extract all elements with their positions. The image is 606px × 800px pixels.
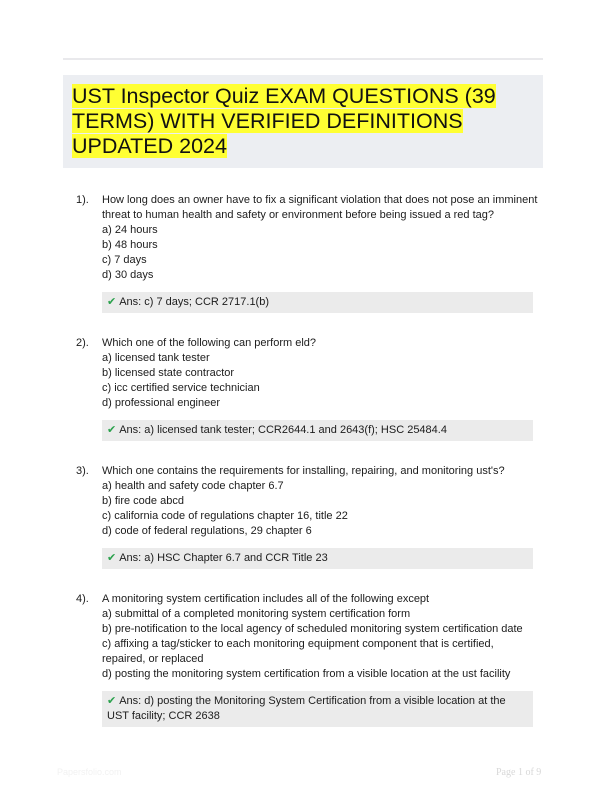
answer-text: Ans: d) posting the Monitoring System Certification from a visible location at the UST facility; CCR 2638 <box>107 695 506 722</box>
answer-box <box>102 292 533 313</box>
footer-watermark: Papersfolio.com <box>57 767 122 777</box>
option-c: c) california code of regulations chapter 16, title 22 <box>102 510 348 522</box>
option-a: a) submittal of a completed monitoring system certification form <box>102 608 411 620</box>
question-number: 3). <box>76 465 89 477</box>
answer-box <box>102 691 533 727</box>
top-divider <box>63 58 543 60</box>
question-number: 1). <box>76 194 89 206</box>
page-indicator: Page 1 of 9 <box>496 767 542 778</box>
document-title-text: UST Inspector Quiz EXAM QUESTIONS (39 TERMS) WITH VERIFIED DEFINITIONS UPDATED 2024 <box>72 84 496 158</box>
answer-box <box>102 420 533 441</box>
option-d: d) code of federal regulations, 29 chapter 6 <box>102 525 312 537</box>
option-b: b) licensed state contractor <box>102 367 235 379</box>
option-a: a) licensed tank tester <box>102 352 210 364</box>
question-text: Which one contains the requirements for installing, repairing, and monitoring ust's? <box>102 465 505 477</box>
option-d: d) 30 days <box>102 269 154 281</box>
checkmark-icon: ✔ <box>107 424 117 436</box>
checkmark-icon: ✔ <box>107 695 117 707</box>
checkmark-icon: ✔ <box>107 552 117 564</box>
option-b: b) fire code abcd <box>102 495 184 507</box>
question-text: Which one of the following can perform eld? <box>102 337 317 349</box>
checkmark-icon: ✔ <box>107 296 117 308</box>
option-a: a) 24 hours <box>102 224 158 236</box>
question-text: How long does an owner have to fix a significant violation that does not pose an imminent threat to human health and safety or environment before being issued a red tag? <box>102 194 538 221</box>
question-text: A monitoring system certification includes all of the following except <box>102 593 430 605</box>
answer-text: Ans: c) 7 days; CCR 2717.1(b) <box>119 296 270 308</box>
title-banner <box>63 75 543 168</box>
option-c: c) affixing a tag/sticker to each monitoring equipment component that is certified, repaired, or replaced <box>102 638 494 665</box>
answer-box <box>102 548 533 569</box>
option-d: d) posting the monitoring system certification from a visible location at the ust facility <box>102 668 511 680</box>
question-number: 4). <box>76 593 89 605</box>
option-a: a) health and safety code chapter 6.7 <box>102 480 284 492</box>
question-body <box>102 336 538 441</box>
option-b: b) pre-notification to the local agency of scheduled monitoring system certification date <box>102 623 523 635</box>
document-title <box>72 84 542 159</box>
option-c: c) 7 days <box>102 254 147 266</box>
answer-text: Ans: a) licensed tank tester; CCR2644.1 and 2643(f); HSC 25484.4 <box>119 424 447 436</box>
option-d: d) professional engineer <box>102 397 221 409</box>
question-body <box>102 464 538 569</box>
option-b: b) 48 hours <box>102 239 158 251</box>
question-body <box>102 592 538 727</box>
option-c: c) icc certified service technician <box>102 382 260 394</box>
question-number: 2). <box>76 337 89 349</box>
question-body <box>102 193 538 313</box>
answer-text: Ans: a) HSC Chapter 6.7 and CCR Title 23 <box>119 552 328 564</box>
